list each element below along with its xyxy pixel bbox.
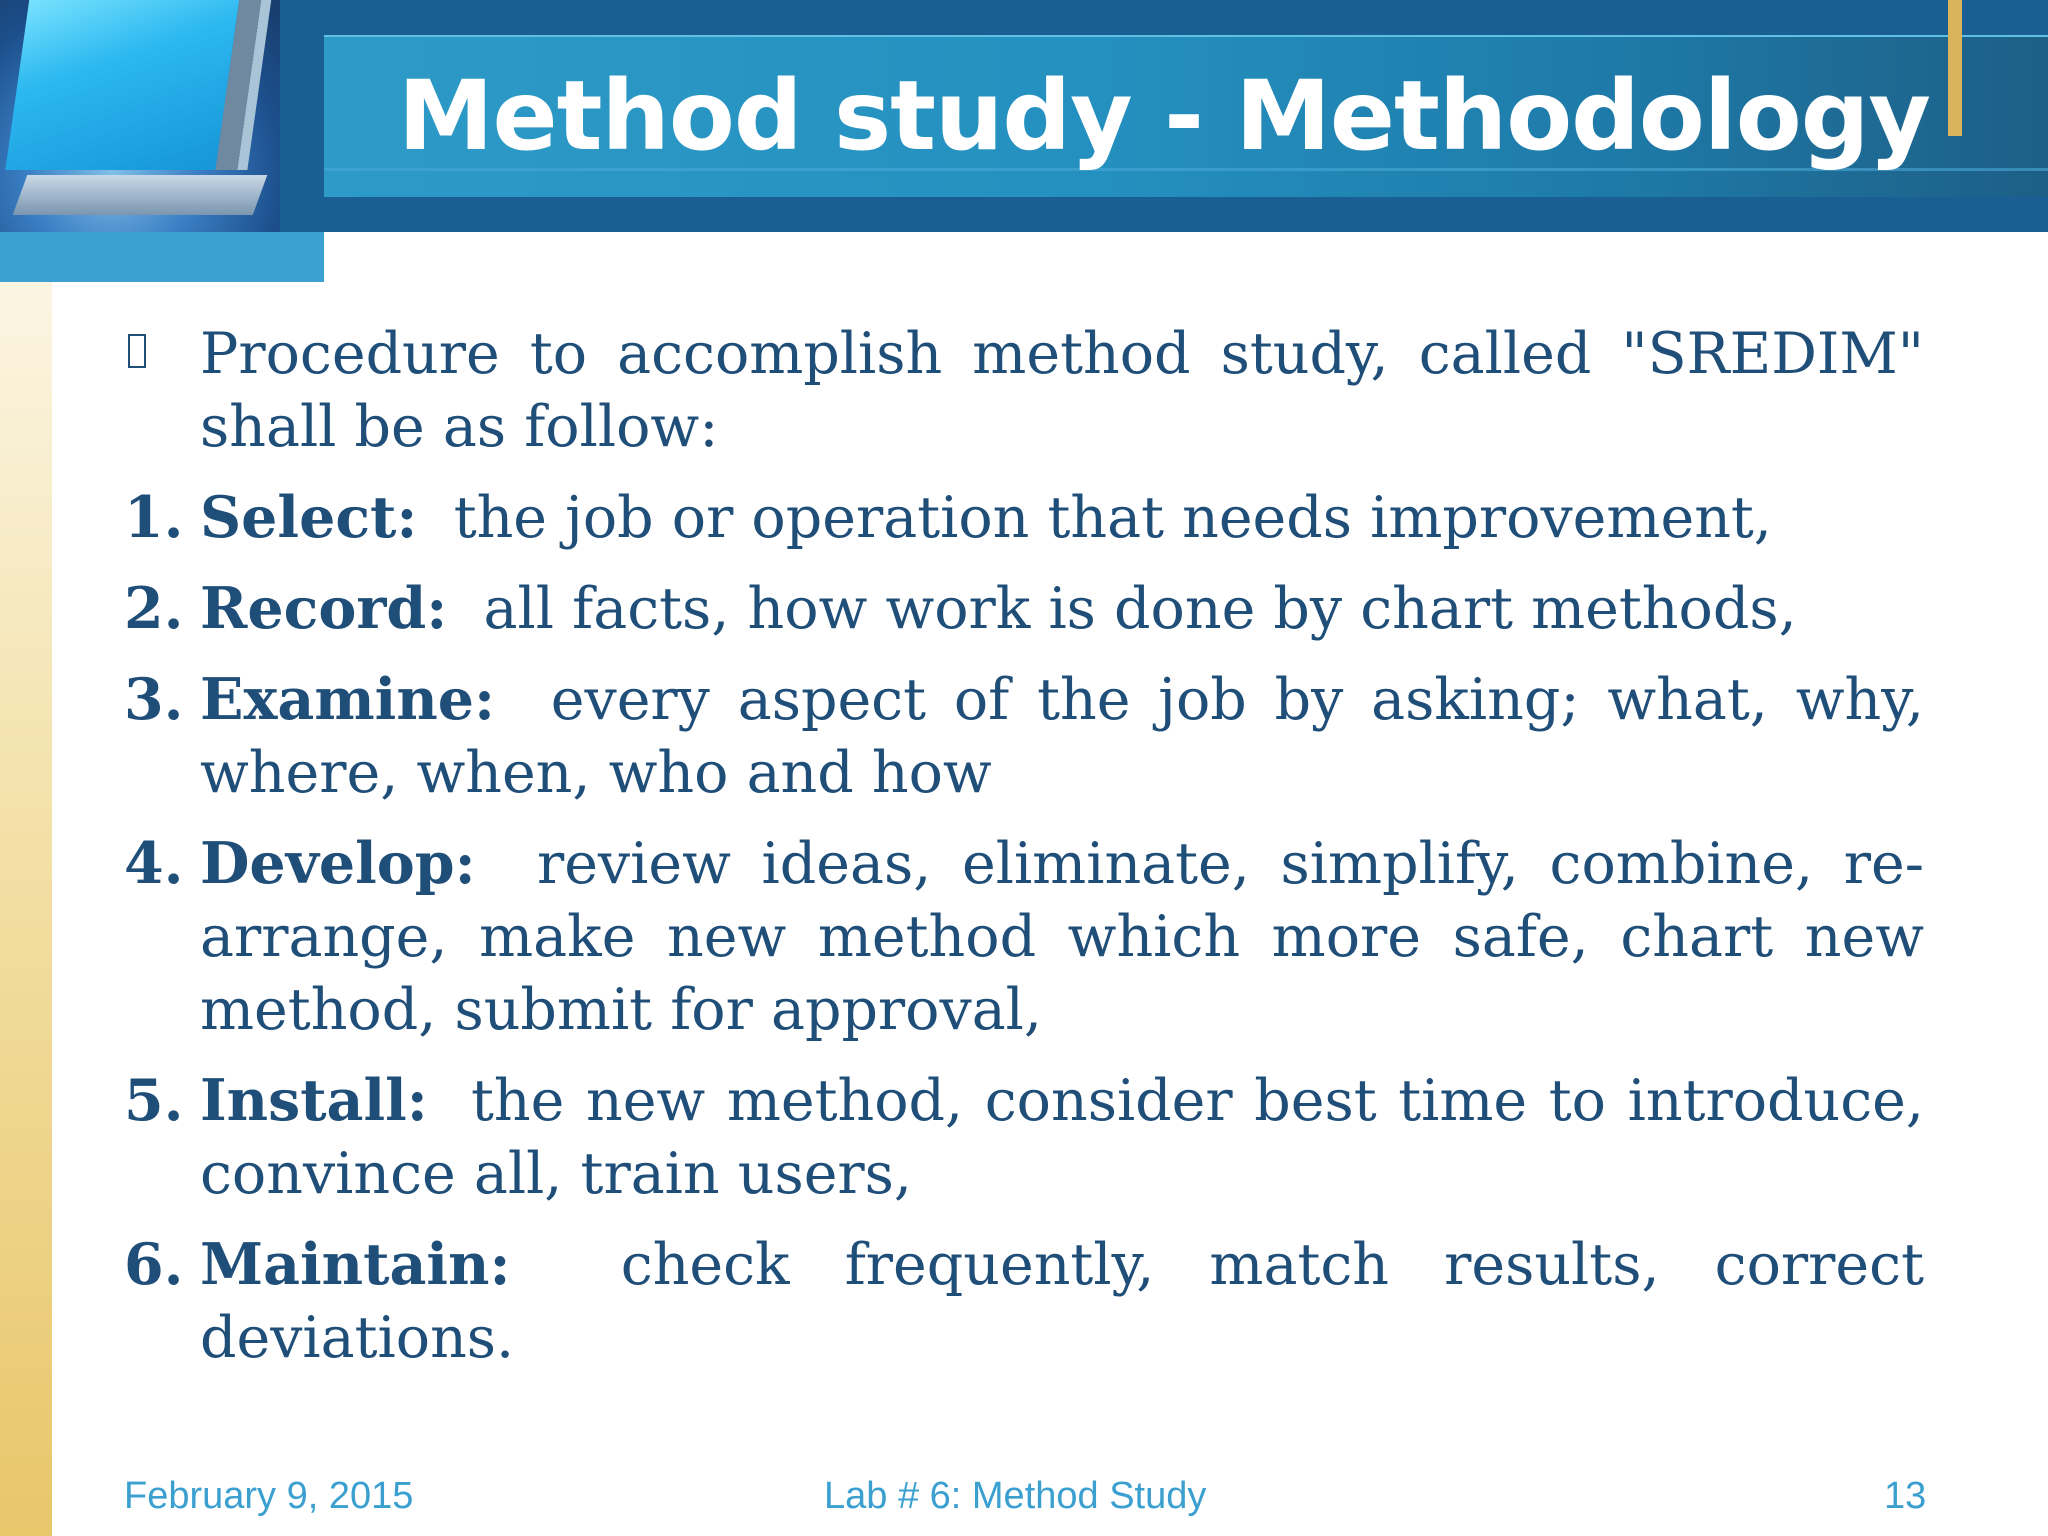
step-term: Select: (200, 484, 418, 551)
step-term: Install: (200, 1067, 428, 1134)
slide-header (0, 0, 2048, 232)
step-item (124, 1064, 1924, 1211)
step-text: all facts, how work is done by chart methods, (483, 576, 1797, 642)
monitor-screen (5, 0, 262, 170)
step-term: Examine: (200, 666, 496, 733)
step-number: 6. (124, 1231, 184, 1298)
step-number: 3. (124, 666, 184, 733)
monitor-keyboard (13, 175, 268, 215)
step-text: check frequently, match results, correct deviations. (200, 1232, 1924, 1371)
step-term: Maintain: (200, 1231, 511, 1298)
step-text: the job or operation that needs improvement, (453, 485, 1772, 551)
monitor-picture (0, 0, 280, 232)
intro-text: Procedure to accomplish method study, called "SREDIM" shall be as follow: (200, 321, 1924, 460)
step-item (124, 1228, 1924, 1375)
gold-accent-bar (1948, 0, 1962, 136)
step-term: Record: (200, 575, 448, 642)
step-number: 2. (124, 575, 184, 642)
step-number: 4. (124, 830, 184, 897)
step-item (124, 827, 1924, 1047)
slide-number: 13 (1884, 1475, 1927, 1517)
footer-title: Lab # 6: Method Study (824, 1475, 1207, 1517)
step-text: review ideas, eliminate, simplify, combine, re-arrange, make new method which more safe, chart new method, submit for approval, (200, 831, 1924, 1043)
step-item (124, 481, 1924, 555)
left-gold-strip (0, 280, 52, 1536)
step-item (124, 663, 1924, 810)
header-light-strip (0, 232, 324, 282)
step-item (124, 572, 1924, 646)
step-number: 1. (124, 484, 184, 551)
step-term: Develop: (200, 830, 476, 897)
intro-paragraph (124, 318, 1924, 464)
step-number: 5. (124, 1067, 184, 1134)
page-title: Method study - Methodology (398, 60, 1930, 172)
step-text: the new method, consider best time to introduce, convince all, train users, (200, 1068, 1924, 1207)
slide-body (124, 318, 1924, 1392)
step-text: every aspect of the job by asking; what, why, where, when, who and how (200, 667, 1924, 806)
bullet-icon (128, 334, 146, 368)
footer-date: February 9, 2015 (124, 1475, 414, 1517)
